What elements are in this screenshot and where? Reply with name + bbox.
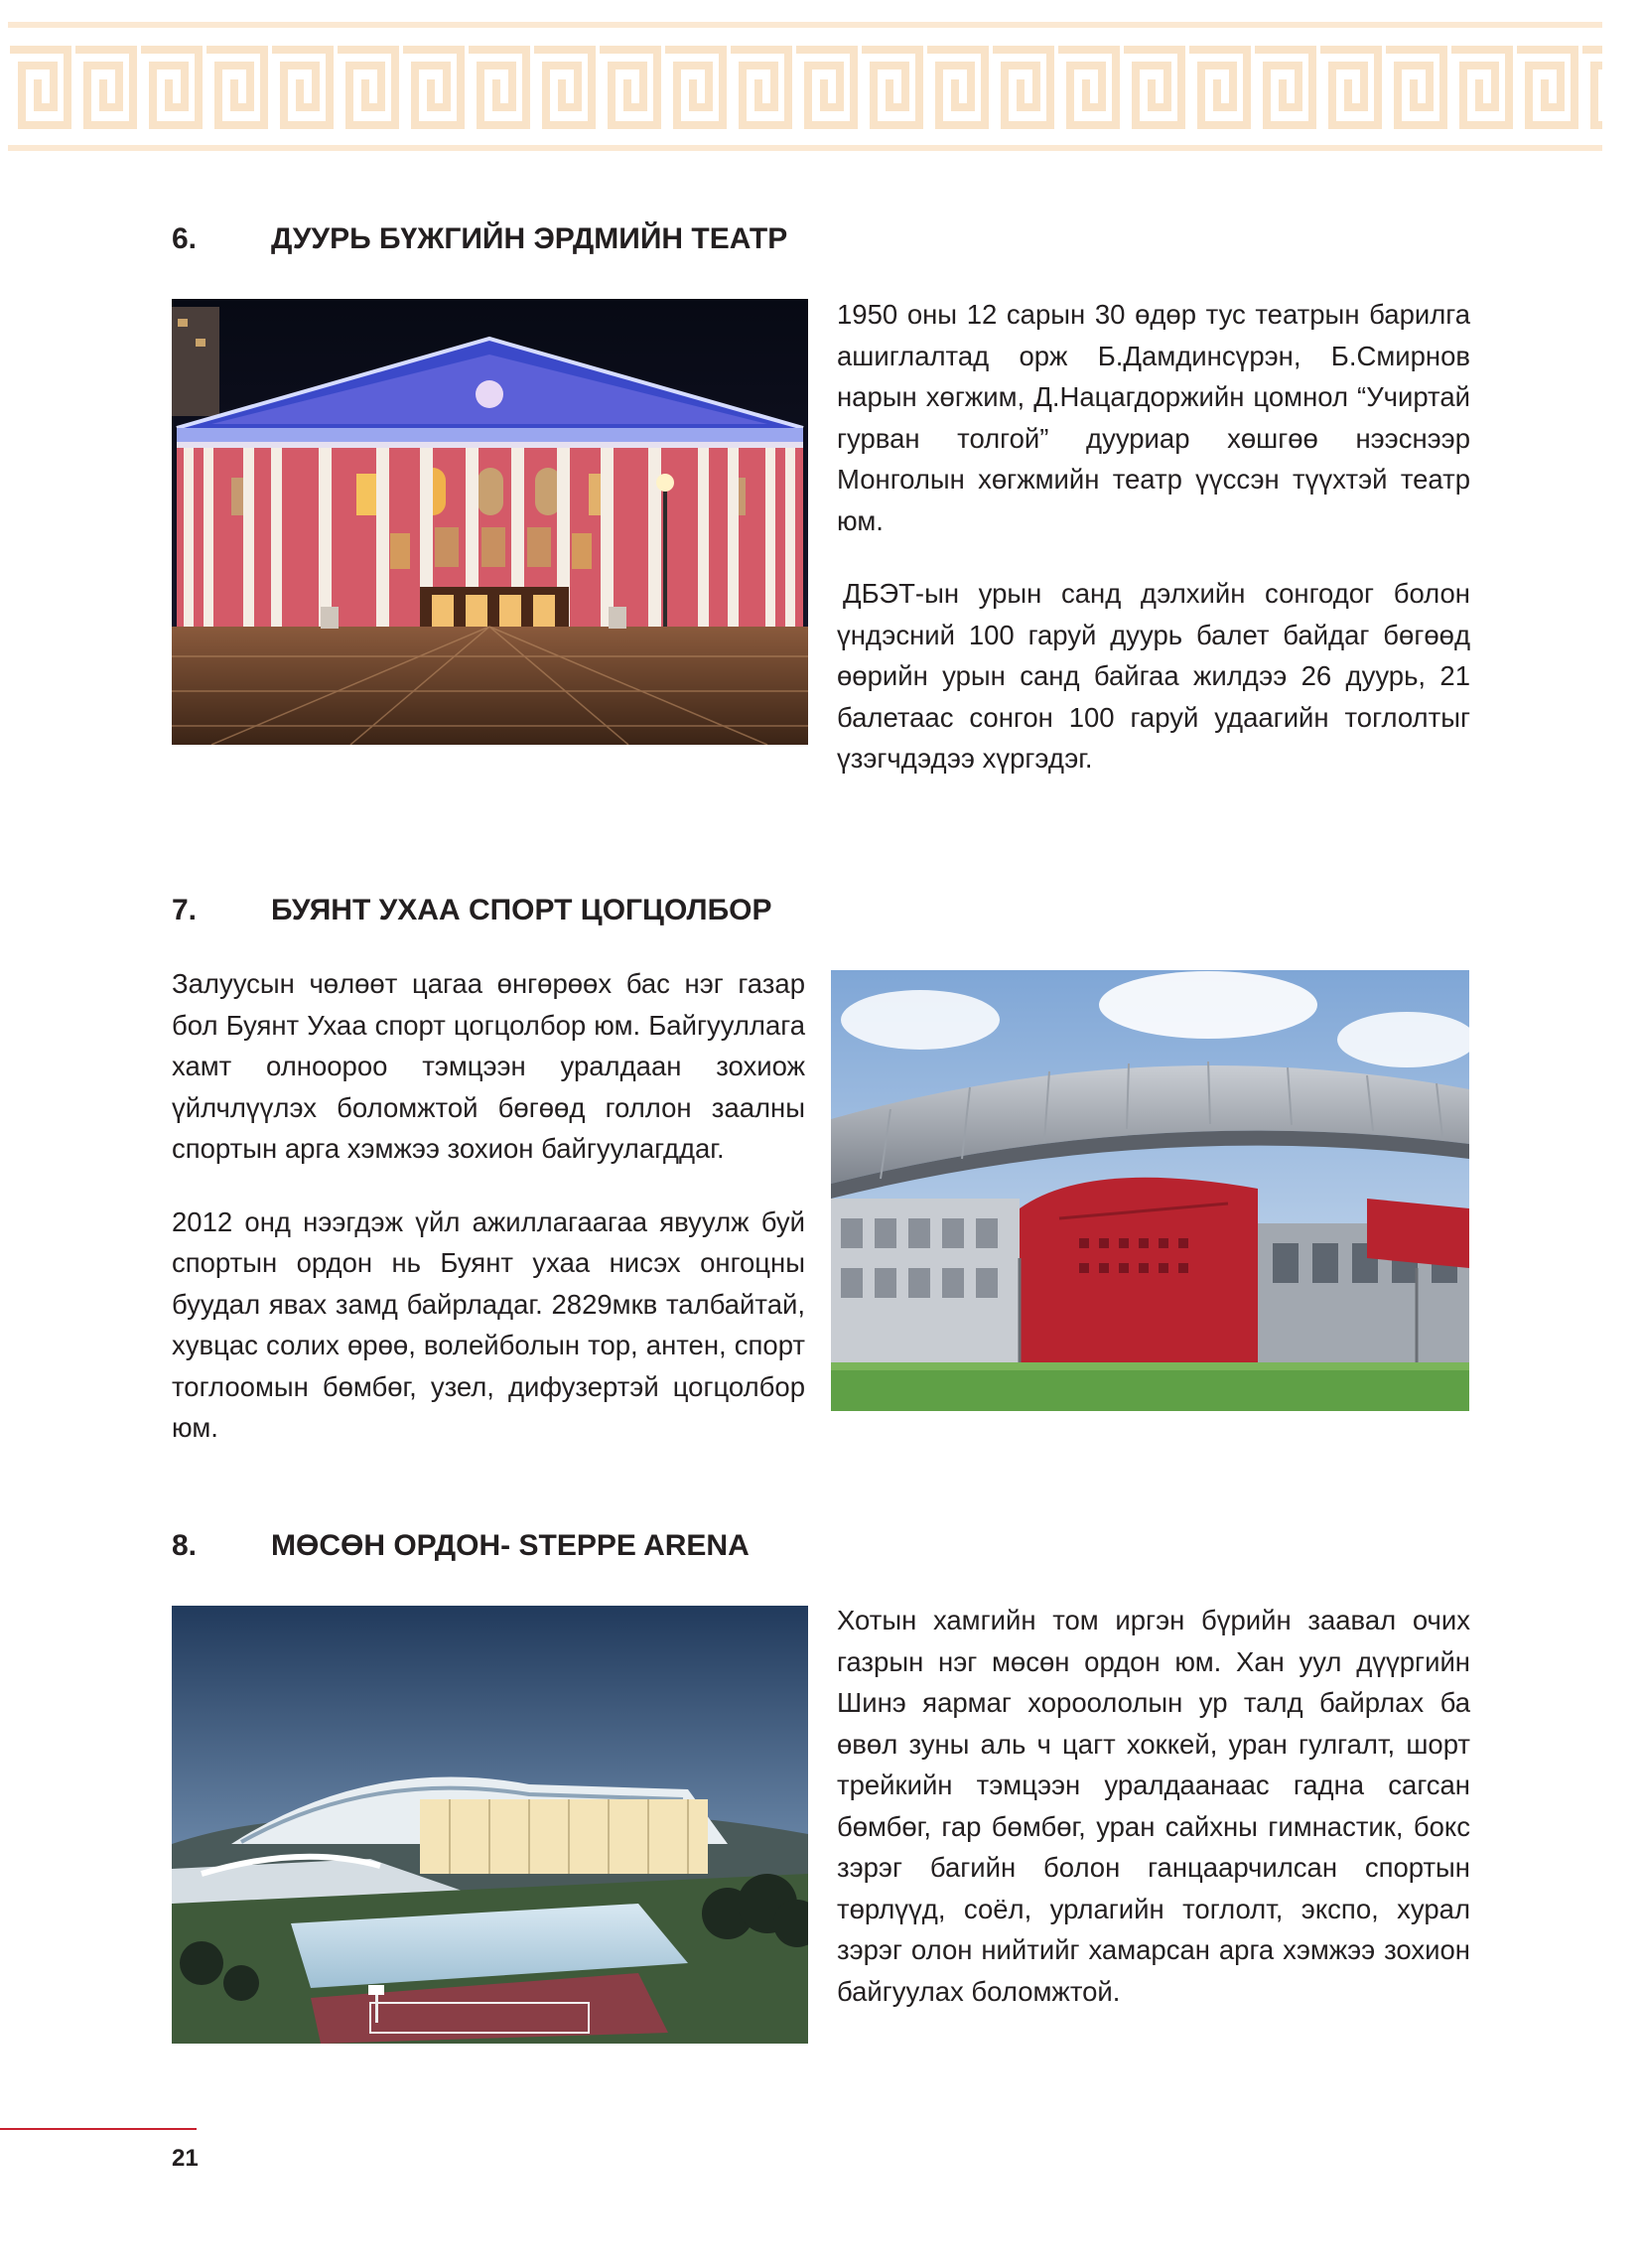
section-6-paragraph: 1950 оны 12 сарын 30 өдөр тус театрын барилга ашиглалтад орж Б.Дамдинсүрэн, Б.Смирнов нарын хөгжим, Д.Нацагдоржийн цомнол “Учиртай гурван толгой” дууриар хөшгөө нээснээр Монголын хөгжмийн театр үүссэн түүхтэй театр юм. bbox=[837, 299, 1470, 536]
steppe-arena-photo bbox=[172, 1606, 808, 2044]
opera-theatre-photo bbox=[172, 299, 808, 745]
section-7-heading: БУЯНТ УХАА СПОРТ ЦОГЦОЛБОР bbox=[271, 894, 772, 926]
section-6-heading: ДУУРЬ БҮЖГИЙН ЭРДМИЙН ТЕАТР bbox=[271, 222, 788, 255]
section-7-title bbox=[172, 894, 772, 927]
section-6-title bbox=[172, 222, 787, 256]
page-number: 21 bbox=[172, 2145, 199, 2172]
section-7-number: 7. bbox=[172, 894, 198, 926]
section-8-text bbox=[837, 1600, 1470, 2012]
section-8-title bbox=[172, 1529, 750, 1563]
key-pattern-border bbox=[8, 22, 1602, 151]
section-6-text bbox=[837, 294, 1470, 780]
section-8-number: 8. bbox=[172, 1529, 198, 1562]
section-6-number: 6. bbox=[172, 222, 198, 255]
section-8-heading: МӨСӨН ОРДОН- STEPPE ARENA bbox=[271, 1529, 750, 1562]
buyant-ukhaa-sport-complex-photo bbox=[831, 970, 1469, 1411]
footer-divider bbox=[0, 2128, 197, 2130]
section-6-paragraph: ДБЭТ-ын урын санд дэлхийн сонгодог болон үндэсний 100 гаруй дуурь балет байдаг бөгөөд өөрийн урын санд байгаа жилдээ 26 дуурь, 21 балетаас сонгон 100 гаруй удаагийн тоглолтыг үзэгчдэдээ хүргэдэг. bbox=[837, 578, 1470, 774]
section-7-paragraph: Залуусын чөлөөт цагаа өнгөрөөх бас нэг газар бол Буянт Ухаа спорт цогцолбор юм. Байгууллага хамт олноороо тэмцээн уралдаан зохиож үйлчлүүлэх боломжтой бөгөөд голлон заалны спортын арга хэмжээ зохион байгуулагддаг. bbox=[172, 968, 805, 1164]
section-7-paragraph: 2012 онд нээгдэж үйл ажиллагаагаа явуулж буй спортын ордон нь Буянт ухаа нисэх онгоцны буудал явах замд байрладаг. 2829мкв талбайтай, хувцас солих өрөө, волейболын тор, антен, спорт тоглоомын бөмбөг, узел, дифузертэй цогцолбор юм. bbox=[172, 1205, 805, 1443]
section-7-text bbox=[172, 963, 805, 1449]
section-8-paragraph: Хотын хамгийн том иргэн бүрийн заавал очих газрын нэг мөсөн ордон юм. Хан уул дүүргийн Шинэ яармаг хороололын ур талд байрлах ба өвөл зуны аль ч цагт хоккей, уран гулгалт, шорт трейкийн тэмцээн уралдаанаас гадна сагсан бөмбөг, гар бөмбөг, уран сайхны гимнастик, бокс зэрэг багийн болон ганцаарчилсан спортын төрлүүд, соёл, урлагийн тоглолт, экспо, хурал зэрэг олон нийтийг хамарсан арга хэмжээ зохион байгуулах боломжтой. bbox=[837, 1605, 1470, 2007]
